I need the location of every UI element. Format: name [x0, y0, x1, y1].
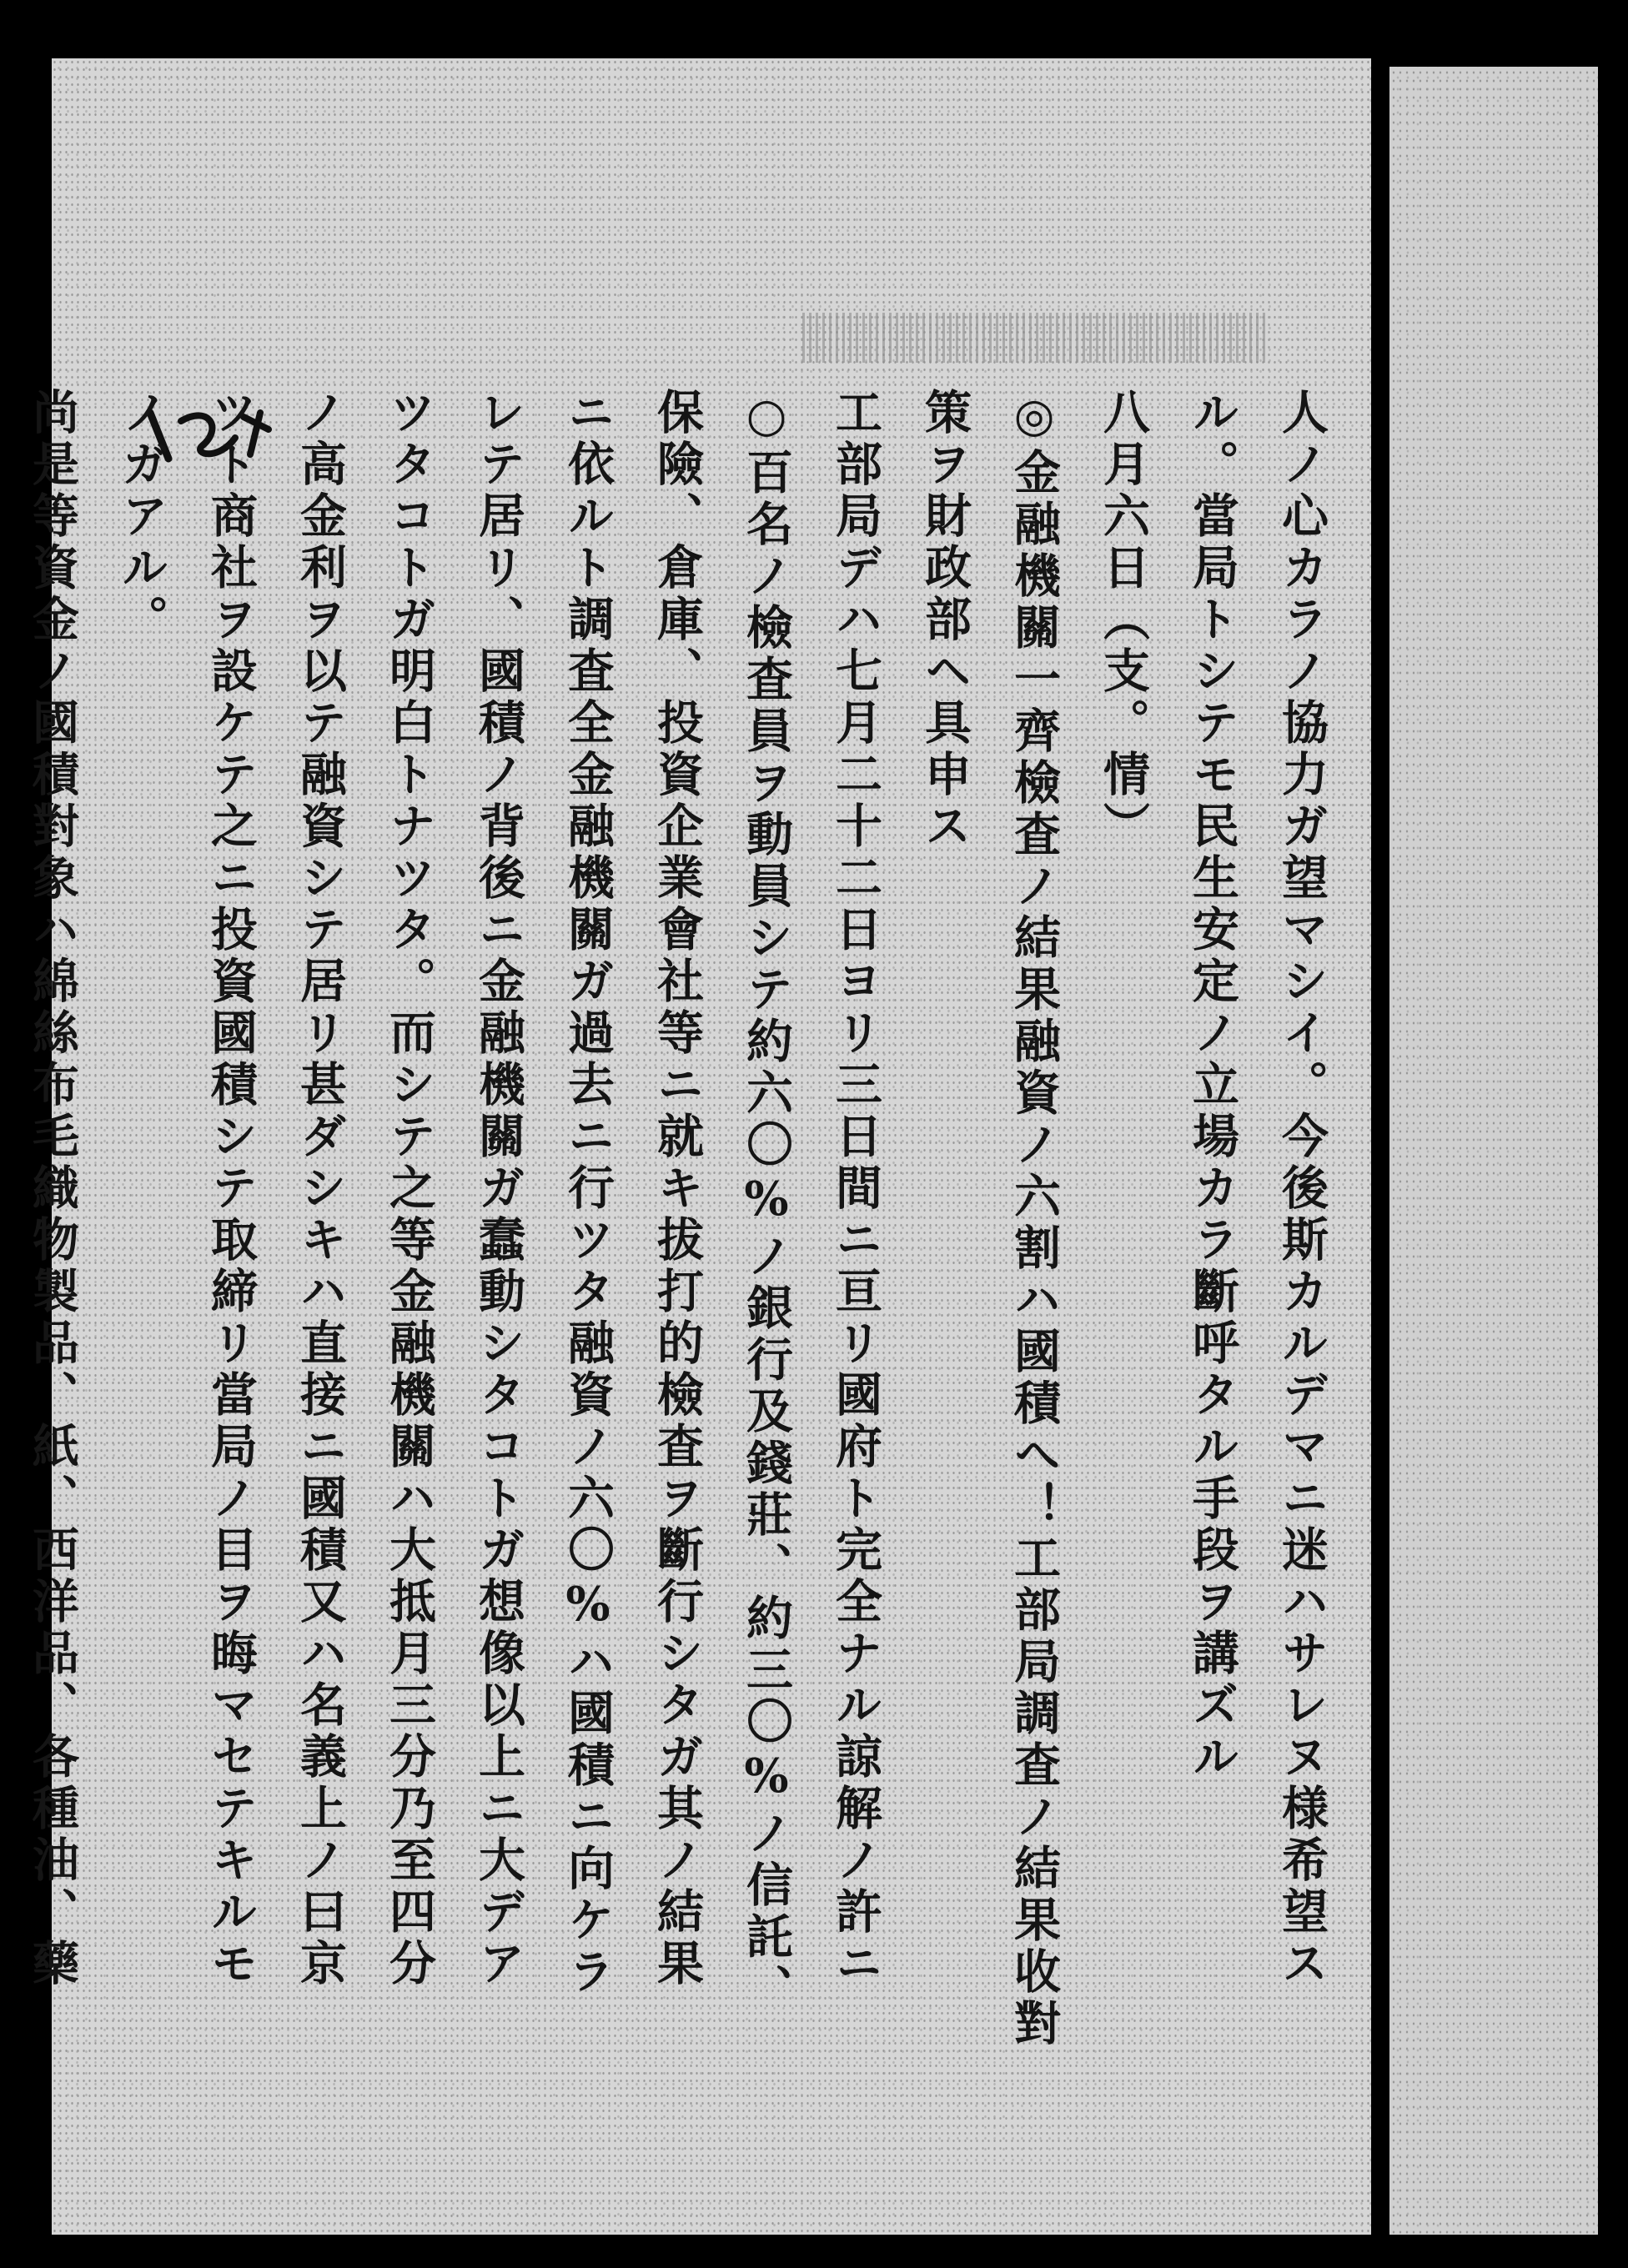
- text-column: レテ居リ、國積ノ背後ニ金融機關ガ蠢動シタコトガ想像以上ニ大デア: [471, 388, 526, 1990]
- adjacent-page-edge: [1389, 67, 1598, 2235]
- binding-gutter: [1371, 58, 1389, 2243]
- text-column: ○百名ノ檢査員ヲ動員シテ約六〇%ノ銀行及錢莊、約三〇%ノ信託、: [739, 388, 794, 2015]
- text-column: 尚是等資金ノ國積對象ハ綿絲布毛織物製品、紙、西洋品、各種油、藥: [25, 388, 80, 1990]
- text-column: [0, 388, 8, 2050]
- text-column: ノガアル。: [114, 388, 169, 646]
- faded-header-strip: [802, 313, 1269, 363]
- text-column: ル。當局トシテモ民生安定ノ立場カラ斷呼タル手段ヲ講ズル: [1185, 388, 1240, 1784]
- article-headline-cont: 策ヲ財政部ヘ具申ス: [917, 388, 972, 853]
- date-heading: 八月六日（支。情）: [1096, 388, 1151, 853]
- text-column: 工部局デハ七月二十二日ヨリ三日間ニ亘リ國府ト完全ナル諒解ノ許ニ: [828, 388, 883, 1990]
- text-column: ノ高金利ヲ以テ融資シテ居リ甚ダシキハ直接ニ國積又ハ名義上ノ曰京: [293, 388, 348, 1990]
- article-headline: ◎金融機關一齊檢査ノ結果融資ノ六割ハ國積へ！工部局調査ノ結果收對: [1007, 388, 1062, 2050]
- document-page: [25, 58, 1371, 2235]
- text-column: ツト商社ヲ設ケテ之ニ投資國積シテ取締リ當局ノ目ヲ晦マセテキルモ: [204, 388, 259, 1990]
- text-column: 保險、倉庫、投資企業會社等ニ就キ拔打的檢査ヲ斷行シタガ其ノ結果: [650, 388, 705, 1990]
- text-column: 人ノ心カラノ協力ガ望マシイ。今後斯カルデマニ迷ハサレヌ様希望ス: [1274, 388, 1329, 1990]
- vertical-text-body: [0, 388, 1346, 2050]
- text-column: ニ依ルト調査全金融機關ガ過去ニ行ツタ融資ノ六〇%ハ國積ニ向ケラ: [560, 388, 616, 1999]
- text-column: ツタコトガ明白トナツタ。而シテ之等金融機關ハ大抵月三分乃至四分: [382, 388, 437, 1990]
